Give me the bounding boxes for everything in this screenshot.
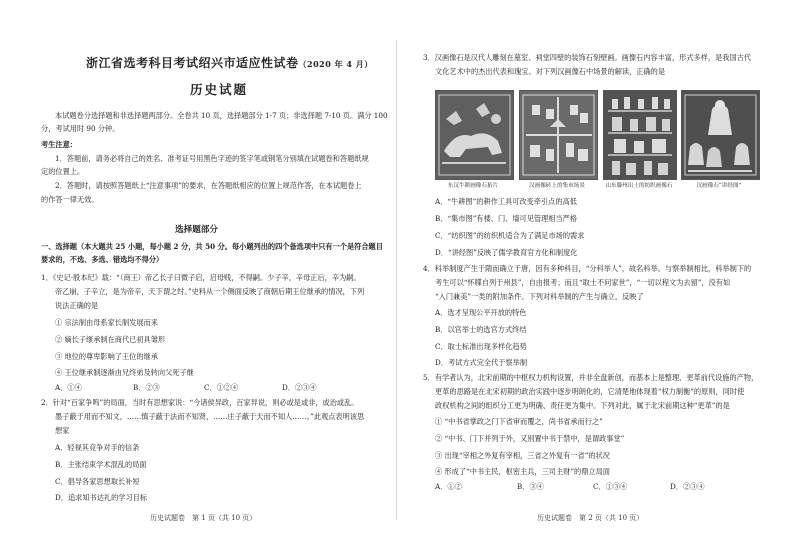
q3-option-b: B．“集市图”有楼、门、墙可见管理相当严格 bbox=[435, 214, 578, 223]
q1-statement-1: ① 宗法制由母系家长制发展而来 bbox=[55, 318, 158, 327]
q1-stem-2: 帝乙崩，子辛立，是为帝辛，天下谓之纣。”史料从一个侧面反映了商朝后期王位继承的情况，下列 bbox=[55, 287, 365, 296]
q1-stem-1: 1．《史记·殷本纪》载：“（商王）帝乙长子曰微子启，启母贱，不得嗣。少子辛，辛母正后，辛为嗣。 bbox=[41, 273, 361, 282]
q2-option-c: C．倡导各家思想取长补短 bbox=[55, 477, 140, 486]
intro-line-2: 分，考试用时 90 分钟。 bbox=[41, 124, 120, 133]
q5-statement-2: ② “中书、门下并列于外，又别置中书于禁中，是谓政事堂” bbox=[435, 434, 625, 443]
q5-option-d: D．②③④ bbox=[670, 482, 705, 491]
q2-stem-1: 2．针对“百家争鸣”的局面，当时有思想家说：“今诸侯异政，百家异说，则必或是或非，或治或乱。 bbox=[41, 398, 359, 407]
notice-line-3: 2．答题时，请按照答题纸上“注意事项”的要求，在答题纸相应的位置上规范作答，在本试题卷上 bbox=[55, 181, 362, 190]
caption-market: 汉画像砖上的集市场景 bbox=[529, 183, 585, 189]
notice-line-4: 的作答一律无效。 bbox=[41, 195, 99, 204]
q5-option-b: B．③④ bbox=[517, 482, 544, 491]
q4-stem-3: “入门兼美”一类的附加条件。下列对科举制的产生与确立，反映了 bbox=[435, 292, 644, 301]
q3-option-c: C．“纺织图”的纺织机适合为了满足市场的需求 bbox=[435, 231, 585, 240]
q5-statement-3: ③ 出现“宰相之外复有宰相，三省之外复有一省”的状况 bbox=[435, 451, 610, 460]
q2-option-b: B．主张结束学术混乱的局面 bbox=[55, 460, 147, 469]
q3-stem-2: 文化艺术中的杰出代表和瑰宝。对下列汉画像石中场景的解读，正确的是 bbox=[435, 67, 666, 76]
q1-statement-2: ② 嫡长子继承制在商代已初具雏形 bbox=[55, 335, 166, 344]
q4-option-a: A．选才呈现公平开放的特色 bbox=[435, 308, 527, 317]
q4-option-c: C．取士标准出现多样化趋势 bbox=[435, 342, 527, 351]
q1-option-c: C．①②④ bbox=[204, 383, 239, 392]
notice-line-2: 定的位置上。 bbox=[41, 167, 85, 176]
q5-option-c: C．①③④ bbox=[593, 482, 628, 491]
q2-option-d: D．追求知书达礼的学习目标 bbox=[55, 493, 148, 502]
q4-stem-1: 4．科举制度产生于隋而确立于唐，因有多种科目，“分科举人”，故名科举。与察举制相比，科举制下的 bbox=[423, 264, 752, 273]
notice-line-1: 1．答题前，请务必将自己的姓名、准考证号用黑色字迹的签字笔或钢笔分别填在试题卷和答题纸规 bbox=[55, 154, 369, 163]
exam-title: 浙江省选考科目考试绍兴市适应性试卷（2020 年 4 月） bbox=[86, 56, 373, 70]
rubbing-image-lecture bbox=[681, 90, 760, 180]
section-instruction-2: 要求的，不选、多选、错选均不得分） bbox=[41, 255, 164, 264]
q3-option-a: A．“牛耕图”的耕作工具可改变牵引点的高低 bbox=[435, 197, 577, 206]
caption-ox-plough: 东汉牛耕画像石拓片 bbox=[447, 183, 499, 189]
q3-option-d: D．“讲经图”反映了儒学教育官方化和制度化 bbox=[435, 248, 578, 257]
q1-statement-4: ④ 王位继承制逐渐由兄终弟及转向父死子继 bbox=[55, 368, 194, 377]
q1-stem-3: 说法正确的是 bbox=[55, 301, 99, 310]
q1-statement-3: ③ 地位的尊卑影响了王位的继承 bbox=[55, 352, 158, 361]
q5-stem-2: 更革的思路是在北宋初期的政治实践中逐步明朗化的，它清楚地体现着“权力制衡”的原则，同时使 bbox=[435, 387, 745, 396]
q5-statement-1: ① “中书省掌政之门下省审而覆之，尚书省承而行之” bbox=[435, 417, 603, 426]
caption-lecture: 汉画像石“讲经图” bbox=[696, 183, 742, 189]
right-page bbox=[397, 0, 794, 550]
q5-stem-1: 5．有学者认为，北宋前期的中枢权力机构设置，并非全盘新创，而基本上是整理、更革前代设施的产物， bbox=[423, 373, 759, 382]
q1-option-a: A．①④ bbox=[55, 383, 82, 392]
q1-option-d: D．②③④ bbox=[282, 383, 317, 392]
rubbing-image-weaving bbox=[603, 90, 677, 180]
q4-option-b: B．以官举士的选官方式终结 bbox=[435, 325, 527, 334]
q3-stem-1: 3．汉画像石是汉代人雕刻在墓室、祠堂四壁的装饰石刻壁画。画像石内容丰富，形式多样，是我国古代 bbox=[423, 53, 752, 62]
q5-option-a: A．①② bbox=[435, 482, 462, 491]
q2-option-a: A．轻视其竞争对手的信条 bbox=[55, 443, 140, 452]
notice-label: 考生注意： bbox=[41, 140, 77, 149]
q2-stem-2: 墨子蔽于用而不知文，……慎子蔽于法而不知贤，……庄子蔽于天而不知人……。”此观点表明该思 bbox=[55, 412, 365, 421]
section-instruction-1: 一、选择题（本大题共 25 小题，每小题 2 分，共 50 分。每小题列出的四个备选项中只有一个是符合题目 bbox=[41, 242, 383, 251]
intro-line-1: 本试题卷分选择题和非选择题两部分。全卷共 10 页，选择题部分 1-7 页；非选择题 7-10 页。满分 100 bbox=[55, 111, 388, 120]
q5-statement-4: ④ 形成了“中书主民，枢密主兵，三司主财”的鼎立局面 bbox=[435, 467, 610, 476]
page-footer-2: 历史试题卷 第 2 页（共 10 页） bbox=[537, 514, 644, 522]
q5-stem-3: 政权机构之间的组织分工更为明确、责任更为集中。下列对此，属于北宋前期这种“更革”的是 bbox=[435, 401, 730, 410]
rubbing-image-ox-plough bbox=[435, 90, 514, 180]
q4-stem-2: 考生可以“怀牒自列于州县”，自由报考；而且“取士不问家世”，“一切以程文为去留”，没有如 bbox=[435, 278, 731, 287]
caption-weaving: 山东滕州出土的纺织画像石 bbox=[605, 183, 673, 189]
q4-option-d: D．考试方式完全代于察举制 bbox=[435, 358, 528, 367]
rubbing-image-market bbox=[519, 90, 598, 180]
q1-option-b: B．②③ bbox=[133, 383, 160, 392]
subject-title: 历史试题 bbox=[190, 82, 249, 97]
exam-date: （2020 年 4 月） bbox=[298, 59, 373, 69]
page-footer-1: 历史试题卷 第 1 页（共 10 页） bbox=[150, 514, 257, 522]
q2-stem-3: 想家 bbox=[55, 426, 70, 435]
section-title: 选择题部分 bbox=[175, 225, 218, 235]
